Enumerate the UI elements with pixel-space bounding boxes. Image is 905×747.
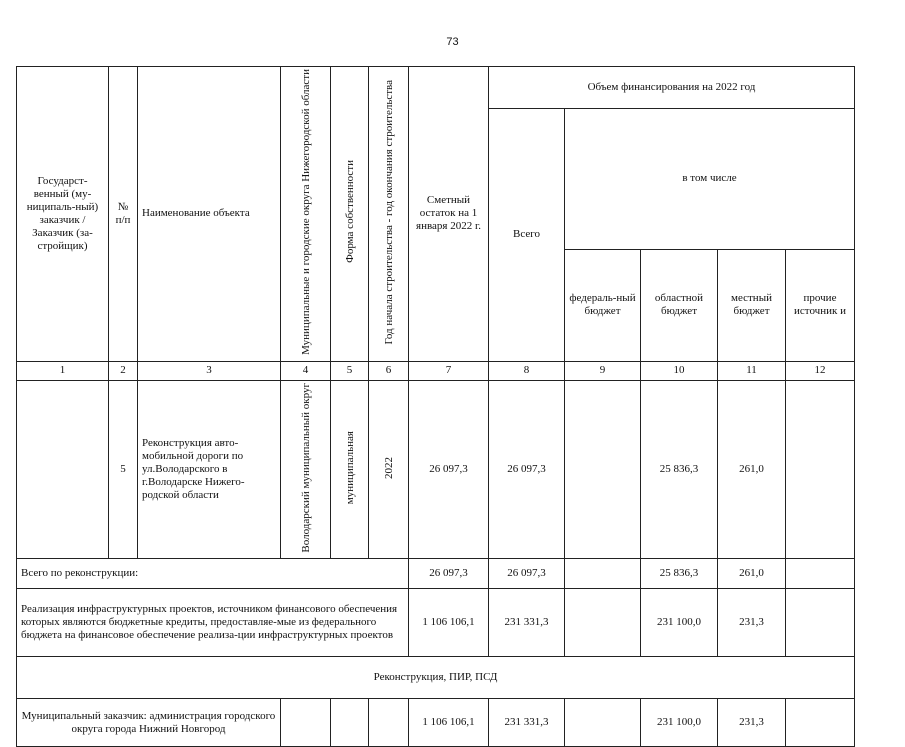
colnum-11: 11 [718, 361, 786, 380]
cell-customer [17, 380, 109, 559]
reconstruction-total-label: Всего по реконструкции: [17, 559, 409, 589]
cell-year [369, 380, 409, 559]
table-row-reconstruction-total [17, 559, 855, 589]
customer-total: 231 331,3 [489, 699, 565, 747]
colnum-7: 7 [409, 361, 489, 380]
colnum-2: 2 [109, 361, 138, 380]
column-numbers-row [17, 361, 855, 380]
customer-estimate: 1 106 106,1 [409, 699, 489, 747]
header-regional: областной бюджет [641, 249, 718, 361]
financing-table [16, 66, 855, 747]
table-row-customer [17, 699, 855, 747]
customer-other [786, 699, 855, 747]
cell-estimate: 26 097,3 [409, 380, 489, 559]
header-customer: Государст-венный (му-ниципаль-ный) заказчик / Заказчик (за-стройщик) [17, 67, 109, 362]
infrastructure-local: 231,3 [718, 589, 786, 657]
header-object-name: Наименование объекта [138, 67, 281, 362]
customer-federal [565, 699, 641, 747]
cell-num: 5 [109, 380, 138, 559]
cell-other [786, 380, 855, 559]
header-federal: федераль-ный бюджет [565, 249, 641, 361]
header-local: местный бюджет [718, 249, 786, 361]
header-row-1 [17, 67, 855, 109]
section-label: Реконструкция, ПИР, ПСД [17, 657, 855, 699]
header-including: в том числе [565, 109, 855, 250]
colnum-12: 12 [786, 361, 855, 380]
header-other: прочие источник и [786, 249, 855, 361]
customer-empty-4 [281, 699, 331, 747]
customer-label: Муниципальный заказчик: администрация городского округа города Нижний Новгород [17, 699, 281, 747]
colnum-1: 1 [17, 361, 109, 380]
header-ownership [331, 67, 369, 362]
cell-year-text: 2022 [382, 456, 395, 479]
cell-federal [565, 380, 641, 559]
infrastructure-label: Реализация инфраструктурных проектов, источником финансового обеспечения которых являются бюджетные кредиты, предоставляе-мые из федерального бюджета на финансовое обеспечение реализа-ции инфраструктурных проектов [17, 589, 409, 657]
reconstruction-total-local: 261,0 [718, 559, 786, 589]
header-num: № п/п [109, 67, 138, 362]
cell-ownership-text: муниципальная [343, 431, 356, 505]
cell-regional: 25 836,3 [641, 380, 718, 559]
cell-ownership [331, 380, 369, 559]
header-ownership-text: Форма собственности [343, 160, 356, 264]
cell-municipality-text: Володарский муниципальный округ [299, 382, 312, 553]
header-funding-group: Объем финансирования на 2022 год [489, 67, 855, 109]
reconstruction-total-total: 26 097,3 [489, 559, 565, 589]
colnum-4: 4 [281, 361, 331, 380]
colnum-8: 8 [489, 361, 565, 380]
infrastructure-estimate: 1 106 106,1 [409, 589, 489, 657]
header-municipality-text: Муниципальные и городские округа Нижегородской области [299, 69, 312, 355]
header-municipality [281, 67, 331, 362]
header-total: Всего [489, 109, 565, 362]
colnum-3: 3 [138, 361, 281, 380]
cell-municipality [281, 380, 331, 559]
reconstruction-total-regional: 25 836,3 [641, 559, 718, 589]
cell-object-name: Реконструкция авто-мобильной дороги по ул.Володарского в г.Володарске Нижего-родской области [138, 380, 281, 559]
colnum-10: 10 [641, 361, 718, 380]
infrastructure-other [786, 589, 855, 657]
reconstruction-total-other [786, 559, 855, 589]
customer-regional: 231 100,0 [641, 699, 718, 747]
infrastructure-total: 231 331,3 [489, 589, 565, 657]
header-years [369, 67, 409, 362]
infrastructure-regional: 231 100,0 [641, 589, 718, 657]
table-row-project [17, 380, 855, 559]
colnum-5: 5 [331, 361, 369, 380]
page-number: 73 [446, 36, 459, 48]
infrastructure-federal [565, 589, 641, 657]
colnum-9: 9 [565, 361, 641, 380]
table-row-infrastructure [17, 589, 855, 657]
header-years-text: Год начала строительства - год окончания строительства [382, 79, 395, 345]
customer-empty-5 [331, 699, 369, 747]
customer-local: 231,3 [718, 699, 786, 747]
colnum-6: 6 [369, 361, 409, 380]
table-row-section [17, 657, 855, 699]
cell-local: 261,0 [718, 380, 786, 559]
header-estimate: Сметный остаток на 1 января 2022 г. [409, 67, 489, 362]
reconstruction-total-federal [565, 559, 641, 589]
customer-empty-6 [369, 699, 409, 747]
cell-total: 26 097,3 [489, 380, 565, 559]
reconstruction-total-estimate: 26 097,3 [409, 559, 489, 589]
